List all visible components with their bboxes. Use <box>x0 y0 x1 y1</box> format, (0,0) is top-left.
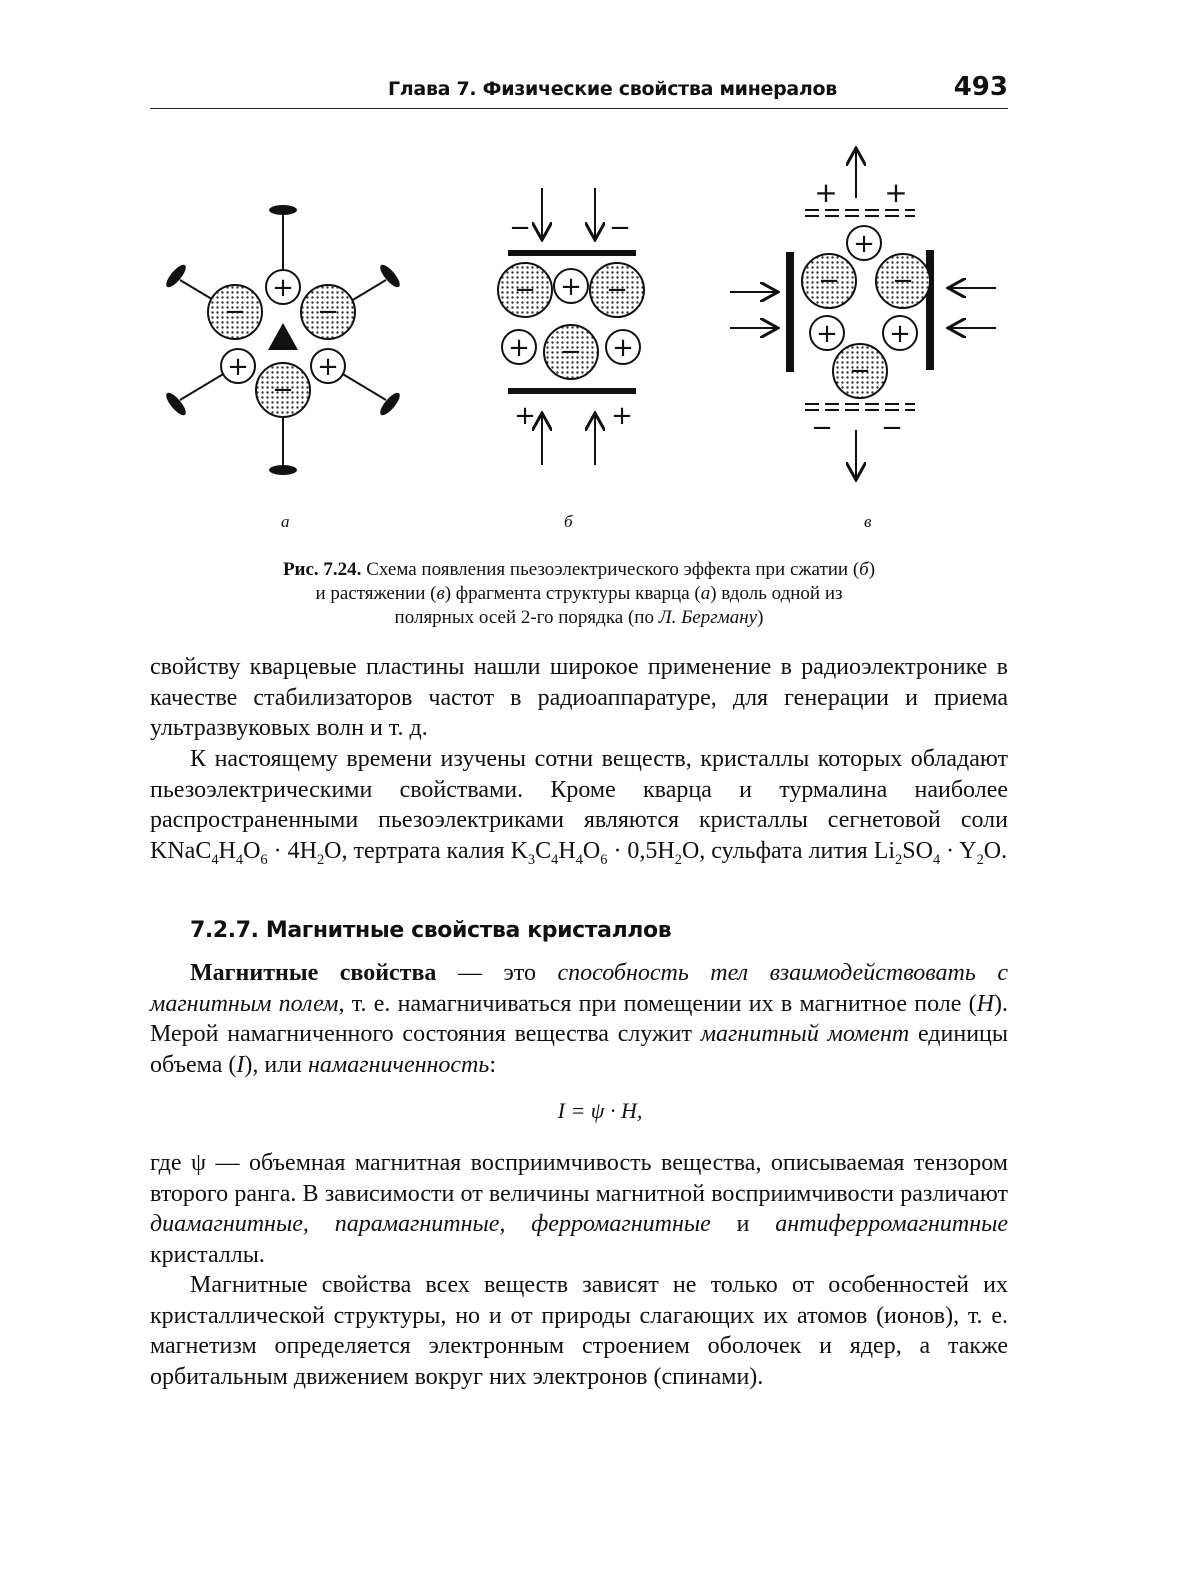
sign: + <box>884 176 908 209</box>
sign: − <box>811 413 833 443</box>
formula: I = ψ · H, <box>557 1098 643 1123</box>
emphasis: способность тел взаимодействовать с магнитным полем, <box>150 960 1008 1017</box>
emphasis: намагниченность <box>308 1051 490 1078</box>
figure-caption <box>150 558 1008 630</box>
section-heading: 7.2.7. Магнитные свойства кристаллов <box>190 918 672 943</box>
term: Магнитные свойства <box>190 960 437 986</box>
paragraph-3 <box>150 958 1008 1080</box>
text-run: — это <box>436 960 558 986</box>
text-run: т. е. намагничиваться при помещении их в магнитное поле ( <box>344 990 977 1017</box>
caption-text: ) вдоль одной из <box>710 583 843 604</box>
sign: + <box>889 319 911 349</box>
sign: + <box>560 272 582 302</box>
text-run: O, сульфата лития Li <box>681 837 896 864</box>
sign: + <box>272 273 294 303</box>
text-run: · 4H <box>267 837 317 864</box>
subscript: 6 <box>600 851 608 868</box>
text-run: O <box>243 837 261 864</box>
text-run: К настоящему времени изучены сотни веществ, кристаллы которых обладают пьезоэлектрическими свойствами. Кроме кварца и турмалина наиболее распространенными пьезоэлектриками являются кристаллы сегнетовой соли KNaC <box>150 746 1008 864</box>
sublabel-a: а <box>281 512 290 531</box>
sign: − <box>606 275 628 305</box>
sign: − <box>317 297 339 327</box>
chapter-title: Глава 7. Физические свойства минералов <box>388 78 838 100</box>
subscript: 4 <box>575 851 583 868</box>
caption-text: Схема появления пьезоэлектрического эффекта при сжатии ( <box>361 559 860 580</box>
text-run: кристаллы. <box>150 1241 265 1268</box>
text-run: H <box>218 837 236 864</box>
text-run: : <box>489 1051 496 1078</box>
text-run: · Y <box>940 837 977 864</box>
sign: − <box>818 266 840 296</box>
sign: − <box>849 356 871 386</box>
sign: + <box>612 333 634 363</box>
paragraph-5 <box>150 1270 1008 1392</box>
emphasis: магнитный момент <box>700 1021 910 1047</box>
sign: + <box>508 333 530 363</box>
paragraph-1 <box>150 652 1008 744</box>
subscript: 6 <box>260 851 268 868</box>
paragraph-text: Магнитные свойства всех веществ зависят не только от особенностей их кристаллической структуры, но и от природы слагающих их атомов (ионов), т. е. магнетизм определяется электронным строением оболочек и ядер, а также орбитальным движением вокруг них электронов (спинами). <box>150 1272 1008 1390</box>
sign: + <box>514 401 536 431</box>
subscript: 2 <box>316 851 325 868</box>
sublabel-v: в <box>864 512 872 531</box>
figure-7-24 <box>150 140 1030 540</box>
sublabel-b: б <box>564 512 573 531</box>
emphasis: диамагнитные, парамагнитные, ферромагнитные <box>150 1211 711 1237</box>
text-run: ), или <box>244 1051 308 1078</box>
sign: + <box>227 352 249 382</box>
sign: − <box>892 266 914 296</box>
sign: − <box>224 297 246 327</box>
caption-ref: в <box>436 583 445 604</box>
caption-text: ) <box>868 559 876 580</box>
sign: + <box>814 176 838 209</box>
paragraph-2 <box>150 744 1008 875</box>
diagram-b-signs <box>508 213 634 431</box>
paragraph-4 <box>150 1148 1008 1270</box>
sign: − <box>272 375 294 405</box>
text-run: и <box>710 1211 776 1237</box>
text-run: H <box>558 837 576 864</box>
caption-ref: б <box>859 559 869 580</box>
sign: − <box>514 275 536 305</box>
emphasis: I <box>236 1051 245 1078</box>
text-run: O <box>582 837 601 864</box>
sign: − <box>509 213 531 243</box>
caption-author: Л. Бергману <box>658 607 758 628</box>
sign: + <box>853 229 875 259</box>
caption-label: Рис. 7.24. <box>282 559 362 580</box>
emphasis: антиферромагнитные <box>775 1211 1009 1237</box>
caption-text: и растяжении ( <box>315 583 437 604</box>
caption-ref: а <box>700 583 711 604</box>
subscript: 2 <box>895 851 903 868</box>
subscript: 2 <box>674 851 682 868</box>
sign: − <box>609 213 631 243</box>
text-run: O. <box>983 837 1008 864</box>
text-run: · 0,5H <box>607 837 675 864</box>
subscript: 4 <box>235 851 244 868</box>
subscript: 4 <box>551 851 559 868</box>
diagram-v <box>730 150 996 478</box>
paragraph-text: свойству кварцевые пластины нашли широкое применение в радиоэлектронике в качестве стабилизаторов частот в радиоаппаратуре, для генерации и приема ультразвуковых волн и т. д. <box>150 654 1008 741</box>
emphasis: H <box>976 990 994 1017</box>
page-number: 493 <box>953 72 1008 102</box>
subscript: 2 <box>976 851 984 868</box>
diagram-a <box>163 205 403 475</box>
text-run: C <box>535 837 552 864</box>
caption-text: полярных осей 2-го порядка (по <box>394 607 659 628</box>
text-run: единицы объема ( <box>150 1021 1009 1078</box>
text-run: где ψ — объемная магнитная восприимчивость вещества, описываемая тензором второго ранга. В зависимости от величины магнитной восприимчивости различают <box>150 1150 1008 1207</box>
sign: − <box>560 337 582 367</box>
sign: − <box>881 413 903 443</box>
subscript: 4 <box>211 851 219 868</box>
sign: + <box>317 352 339 382</box>
text-run: SO <box>902 837 933 864</box>
page-header <box>150 68 1008 109</box>
subscript: 4 <box>932 851 941 868</box>
caption-text: ) <box>757 607 764 628</box>
subscript: 3 <box>527 851 536 868</box>
sign: + <box>816 319 838 349</box>
caption-text: ) фрагмента структуры кварца ( <box>444 583 701 604</box>
text-run: O, тертрата калия K <box>324 837 528 864</box>
piezo-diagram <box>150 140 1030 540</box>
text-run: ). Мерой намагниченного состояния вещества служит <box>150 990 1008 1047</box>
sign: + <box>611 401 633 431</box>
